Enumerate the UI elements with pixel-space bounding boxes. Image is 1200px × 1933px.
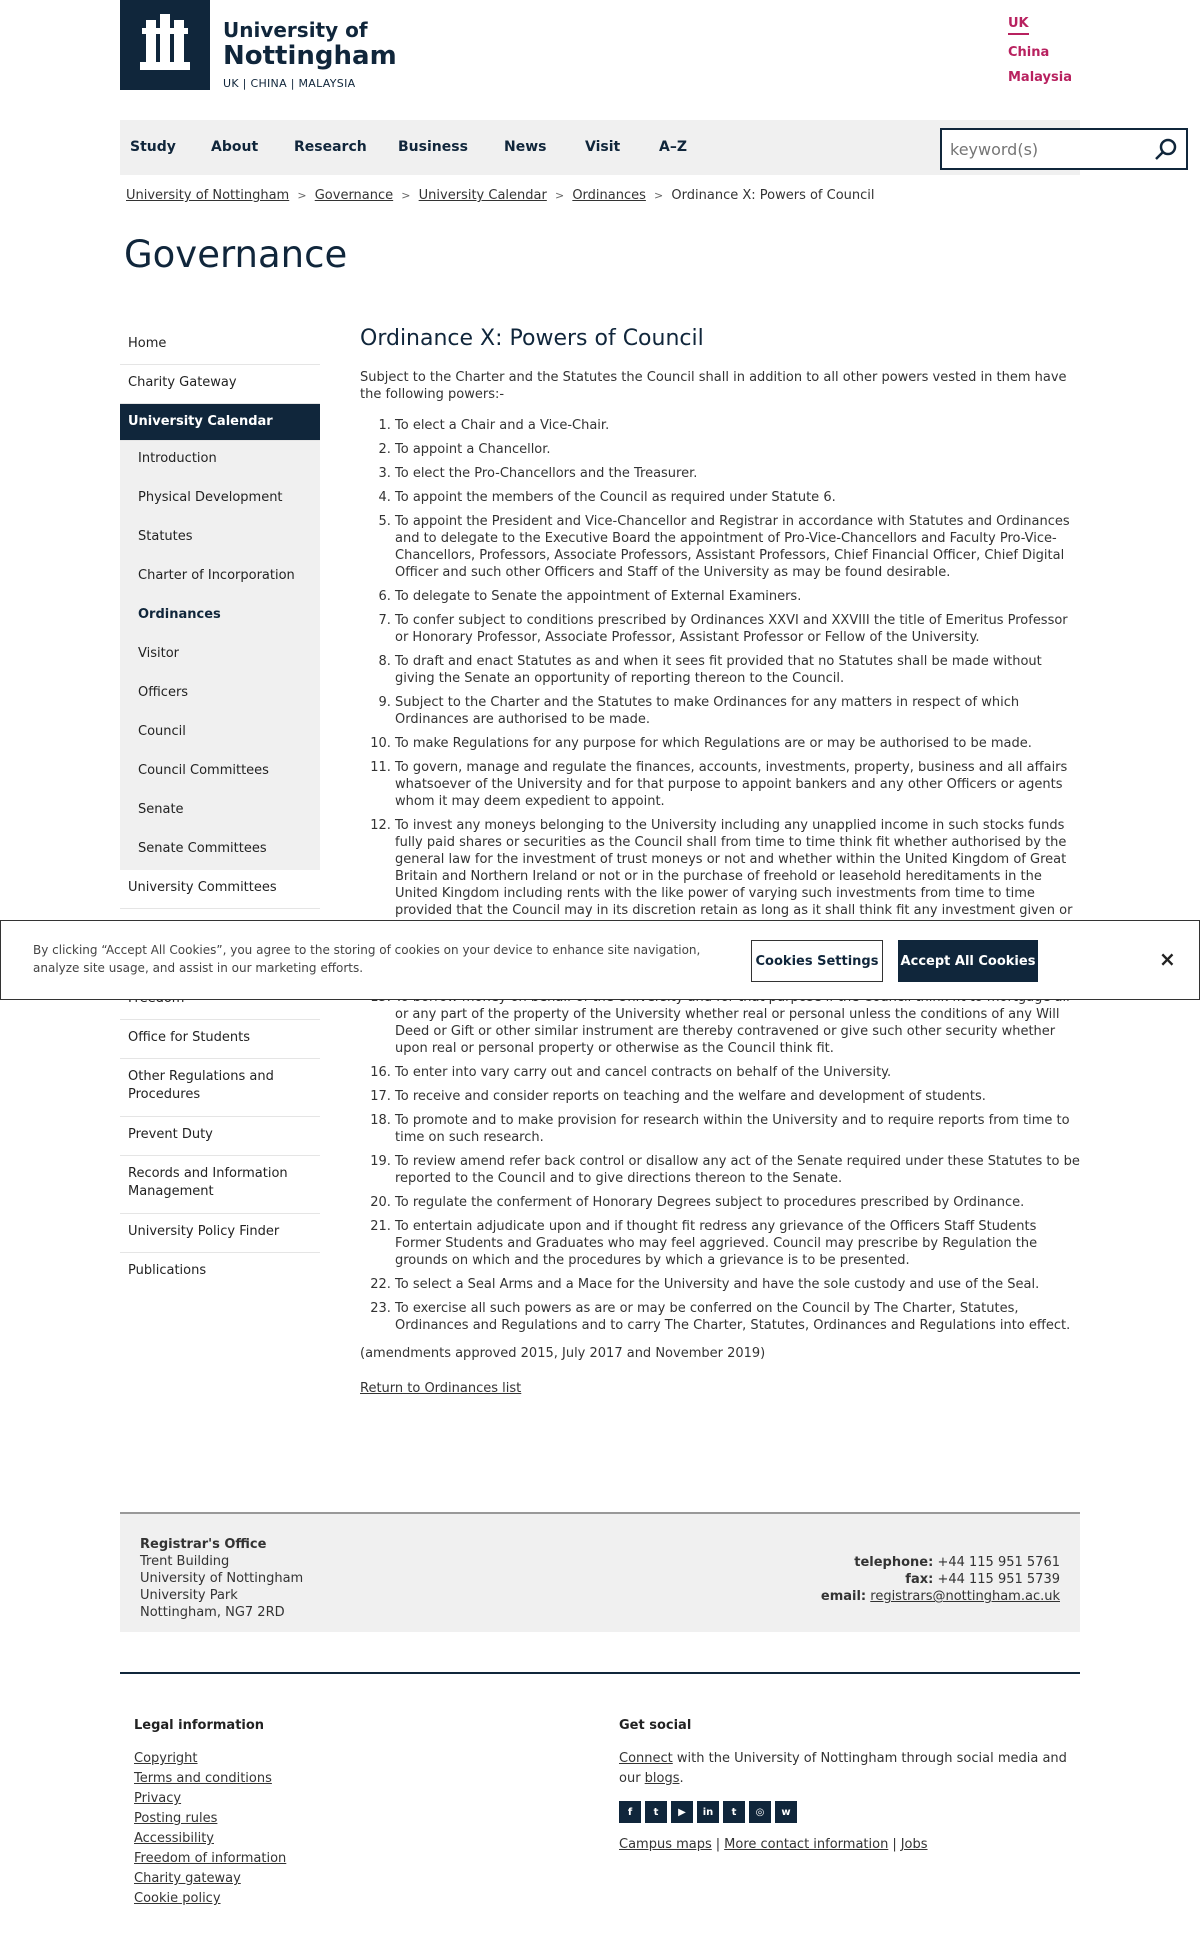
campus-maps-link[interactable]: Campus maps — [619, 1837, 712, 1852]
social-text: Connect with the University of Nottingham through social media and our blogs. — [619, 1751, 1067, 1786]
sidebar-item-home[interactable]: Home — [120, 326, 320, 365]
sidebar-navigation — [120, 326, 320, 1292]
nav-news[interactable]: News — [504, 139, 547, 155]
list-item: 21. To entertain adjudicate upon and if thought fit redress any grievance of the Officers Staff Students Former Students and Graduates who may feel aggrieved. Council may prescribe by Regulation the grounds on which and the procedures by which a grievance is to be presented. — [395, 1218, 1082, 1269]
list-item: 23. To exercise all such powers as are or may be conferred on the Council by The Charter, Statutes, Ordinances and Regulations and to carry The Charter, Statutes, Ordinances and Regulations into effect. — [395, 1300, 1082, 1334]
page-title: Ordinance X: Powers of Council — [360, 326, 704, 351]
sidebar-item-council[interactable]: Council — [138, 724, 186, 739]
list-item: 12. To invest any moneys belonging to the University including any unapplied income in such stocks funds fully paid shares or securities as the Council shall from time to time think fit whether authorised by the general law for the investment of trust moneys or not and whether within the United Kingdom of Great Britain and Northern Ireland or not or in the purchase of freehold or leasehold hereditaments in the United Kingdom including rents with the like power of varying such investments from time to time provided that the Council may in its discretion retain as long as it shall think fit any investment given or — [395, 817, 1082, 898]
footer-link-copyright[interactable]: Copyright — [134, 1751, 198, 1766]
sidebar-item-other-regulations[interactable]: Other Regulations and Procedures — [120, 1059, 320, 1117]
legal-information — [134, 1718, 286, 1909]
footer-link-cookie-policy[interactable]: Cookie policy — [134, 1891, 221, 1906]
breadcrumb-separator: > — [297, 189, 307, 202]
twitter-icon[interactable]: t — [645, 1801, 667, 1823]
breadcrumb-ordinances[interactable]: Ordinances — [572, 188, 646, 203]
linkedin-icon[interactable]: in — [697, 1801, 719, 1823]
cookie-settings-button[interactable]: Cookies Settings — [751, 940, 883, 982]
list-item: 1. To elect a Chair and a Vice-Chair. — [395, 417, 1082, 434]
footer-link-foi[interactable]: Freedom of information — [134, 1851, 287, 1866]
contact-box — [120, 1512, 1080, 1632]
search-input[interactable] — [942, 130, 1142, 168]
get-social — [619, 1718, 1079, 1852]
weibo-icon[interactable]: w — [775, 1801, 797, 1823]
nav-business[interactable]: Business — [398, 139, 468, 155]
telephone-value: +44 115 951 5761 — [937, 1555, 1060, 1570]
list-item: 18. To promote and to make provision for research within the University and to require reports from time to time on such research. — [395, 1112, 1082, 1146]
sidebar-item-council-committees[interactable]: Council Committees — [138, 763, 269, 778]
list-item: 15. or any part of the property of the University whether real or personal unless the conditions of any Will Deed or Gift or other similar instrument are thereby contravened or give such other security whether upon real or personal property or otherwise as the Council think fit. — [395, 989, 1082, 1057]
list-item: 22. To select a Seal Arms and a Mace for the University and have the sole custody and use of the Seal. — [395, 1276, 1082, 1293]
nav-a-z[interactable]: A–Z — [659, 139, 687, 155]
sidebar-item-officers[interactable]: Officers — [138, 685, 189, 700]
accept-cookies-button[interactable]: Accept All Cookies — [898, 940, 1038, 982]
instagram-icon[interactable]: ◎ — [749, 1801, 771, 1823]
sidebar-submenu — [120, 441, 320, 870]
office-name: Registrar's Office — [140, 1537, 267, 1552]
campus-malaysia-link[interactable]: Malaysia — [1008, 70, 1072, 85]
fax-value: +44 115 951 5739 — [937, 1572, 1060, 1587]
sidebar-item-charity-gateway[interactable]: Charity Gateway — [120, 365, 320, 404]
main-content — [360, 326, 1082, 1396]
footer-link-posting-rules[interactable]: Posting rules — [134, 1811, 218, 1826]
sidebar-item-charter[interactable]: Charter of Incorporation — [138, 568, 295, 583]
footer-link-charity[interactable]: Charity gateway — [134, 1871, 241, 1886]
address-line: Trent Building — [140, 1554, 230, 1569]
fax-label: fax: — [905, 1572, 934, 1587]
campus-uk-link[interactable]: UK — [1008, 16, 1029, 35]
list-item: 20. To regulate the conferment of Honorary Degrees subject to procedures prescribed by Ordinance. — [395, 1194, 1082, 1211]
legal-title: Legal information — [134, 1718, 265, 1733]
list-item: 7. To confer subject to conditions prescribed by Ordinances XXVI and XXVIII the title of Emeritus Professor or Honorary Professor, Associate Professor, Assistant Professor or Fellow of the University. — [395, 612, 1082, 646]
breadcrumb-current: Ordinance X: Powers of Council — [671, 188, 875, 203]
telephone-label: telephone: — [854, 1555, 934, 1570]
amendments-note: (amendments approved 2015, July 2017 and November 2019) — [360, 1346, 766, 1361]
close-icon[interactable]: × — [1159, 947, 1176, 971]
sidebar-item-visitor[interactable]: Visitor — [138, 646, 179, 661]
sidebar-item-university-calendar[interactable]: University Calendar — [120, 404, 320, 441]
return-to-ordinances-link[interactable]: Return to Ordinances list — [360, 1381, 522, 1396]
contact-info-link[interactable]: More contact information — [724, 1837, 889, 1852]
list-item: 8. To draft and enact Statutes as and when it sees fit provided that no Statutes shall be made without giving the Senate an opportunity of reporting thereon to the Council. — [395, 653, 1082, 687]
breadcrumb-calendar[interactable]: University Calendar — [418, 188, 547, 203]
logo-line1: University of — [223, 18, 368, 42]
search-icon[interactable] — [1154, 137, 1178, 161]
intro-text: Subject to the Charter and the Statutes the Council shall in addition to all other powers vested in them have the following powers:- — [360, 370, 1067, 402]
nav-visit[interactable]: Visit — [585, 139, 621, 155]
address-line: Nottingham, NG7 2RD — [140, 1605, 285, 1620]
nav-study[interactable]: Study — [130, 139, 176, 155]
breadcrumb-home[interactable]: University of Nottingham — [126, 188, 290, 203]
footer-link-terms[interactable]: Terms and conditions — [134, 1771, 272, 1786]
address-line: University Park — [140, 1588, 238, 1603]
office-address — [140, 1536, 303, 1621]
address-line: University of Nottingham — [140, 1571, 304, 1586]
tumblr-icon[interactable]: t — [723, 1801, 745, 1823]
social-icons — [619, 1801, 1079, 1823]
footer-link-privacy[interactable]: Privacy — [134, 1791, 182, 1806]
section-title: Governance — [124, 233, 348, 276]
sidebar-item-ordinances[interactable]: Ordinances — [138, 607, 221, 622]
sidebar-item-senate[interactable]: Senate — [138, 802, 184, 817]
campus-china-link[interactable]: China — [1008, 45, 1050, 60]
sidebar-item-office-for-students[interactable]: Office for Students — [120, 1020, 320, 1059]
sidebar-item-university-committees[interactable]: University Committees — [120, 870, 320, 909]
list-item: 10. To make Regulations for any purpose for which Regulations are or may be authorised to be made. — [395, 735, 1082, 752]
breadcrumb — [126, 188, 875, 203]
breadcrumb-governance[interactable]: Governance — [314, 188, 394, 203]
sidebar-item-introduction[interactable]: Introduction — [138, 451, 217, 466]
list-item: 5. To appoint the President and Vice-Chancellor and Registrar in accordance with Statutes and Ordinances and to delegate to the Executive Board the appointment of Pro-Vice-Chancellors and Faculty Pro-Vice-Chancellors, Professors, Associate Professors, Assistant Professors, Chief Financial Officer, Chief Digital Officer and such other Officers and Staff of the University as may be found desirable. — [395, 513, 1082, 581]
email-label: email: — [820, 1589, 867, 1604]
cookie-text: By clicking “Accept All Cookies”, you agree to the storing of cookies on your device to enhance site navigation, analyze site usage, and assist in our marketing efforts. — [33, 943, 701, 975]
footer-link-accessibility[interactable]: Accessibility — [134, 1831, 214, 1846]
list-item: 9. Subject to the Charter and the Statutes to make Ordinances for any matters in respect of which Ordinances are authorised to be made. — [395, 694, 1082, 728]
list-item: 2. To appoint a Chancellor. — [395, 441, 1082, 458]
list-item: 11. To govern, manage and regulate the finances, accounts, investments, property, business and all affairs whatsoever of the University and for that purpose to appoint bankers and any other Officers or agents whom it may deem expedient to appoint. — [395, 759, 1082, 810]
list-item: 4. To appoint the members of the Council as required under Statute 6. — [395, 489, 1082, 506]
breadcrumb-separator: > — [401, 189, 411, 202]
connect-link[interactable]: Connect — [619, 1751, 673, 1766]
sidebar-item-records-management[interactable]: Records and Information Management — [120, 1156, 320, 1214]
list-item: 19. To review amend refer back control or disallow any act of the Senate required under these Statutes to be reported to the Council and to give directions thereon to the Senate. — [395, 1153, 1082, 1187]
sidebar-item-policy-finder[interactable]: University Policy Finder — [120, 1214, 320, 1253]
list-item: 6. To delegate to Senate the appointment of External Examiners. — [395, 588, 1082, 605]
logo-campuses: UK | CHINA | MALAYSIA — [223, 77, 356, 90]
powers-list — [360, 417, 1082, 1334]
search-box — [940, 128, 1188, 170]
sidebar-item-publications[interactable]: Publications — [128, 1263, 207, 1278]
nav-research[interactable]: Research — [294, 139, 367, 155]
logo-crest — [120, 0, 210, 90]
facebook-icon[interactable]: f — [619, 1801, 641, 1823]
logo-line2: Nottingham — [223, 41, 397, 71]
breadcrumb-separator: > — [554, 189, 565, 202]
contact-numbers — [821, 1554, 1060, 1605]
sidebar-item-physical-development[interactable]: Physical Development — [138, 490, 283, 505]
list-item: 3. To elect the Pro-Chancellors and the Treasurer. — [395, 465, 1082, 482]
sidebar-item-statutes[interactable]: Statutes — [138, 529, 193, 544]
university-logo[interactable] — [120, 0, 397, 90]
social-title: Get social — [619, 1718, 692, 1733]
footer-bottom-links: Campus maps | More contact information | Jobs — [619, 1837, 928, 1852]
cookie-banner — [0, 920, 1200, 1000]
sidebar-item-senate-committees[interactable]: Senate Committees — [138, 841, 267, 856]
jobs-link[interactable]: Jobs — [900, 1837, 928, 1852]
main-navigation — [120, 120, 1080, 175]
blogs-link[interactable]: blogs — [644, 1771, 680, 1786]
email-link[interactable]: registrars@nottingham.ac.uk — [870, 1589, 1060, 1604]
sidebar-item-prevent-duty[interactable]: Prevent Duty — [120, 1117, 320, 1156]
campus-switcher — [1008, 12, 1072, 95]
list-item: 17. To receive and consider reports on teaching and the welfare and development of students. — [395, 1088, 1082, 1105]
list-item: 16. To enter into vary carry out and cancel contracts on behalf of the University. — [395, 1064, 1082, 1081]
nav-about[interactable]: About — [211, 139, 259, 155]
breadcrumb-separator: > — [654, 189, 664, 202]
footer-divider — [120, 1672, 1080, 1674]
youtube-icon[interactable]: ▶ — [671, 1801, 693, 1823]
